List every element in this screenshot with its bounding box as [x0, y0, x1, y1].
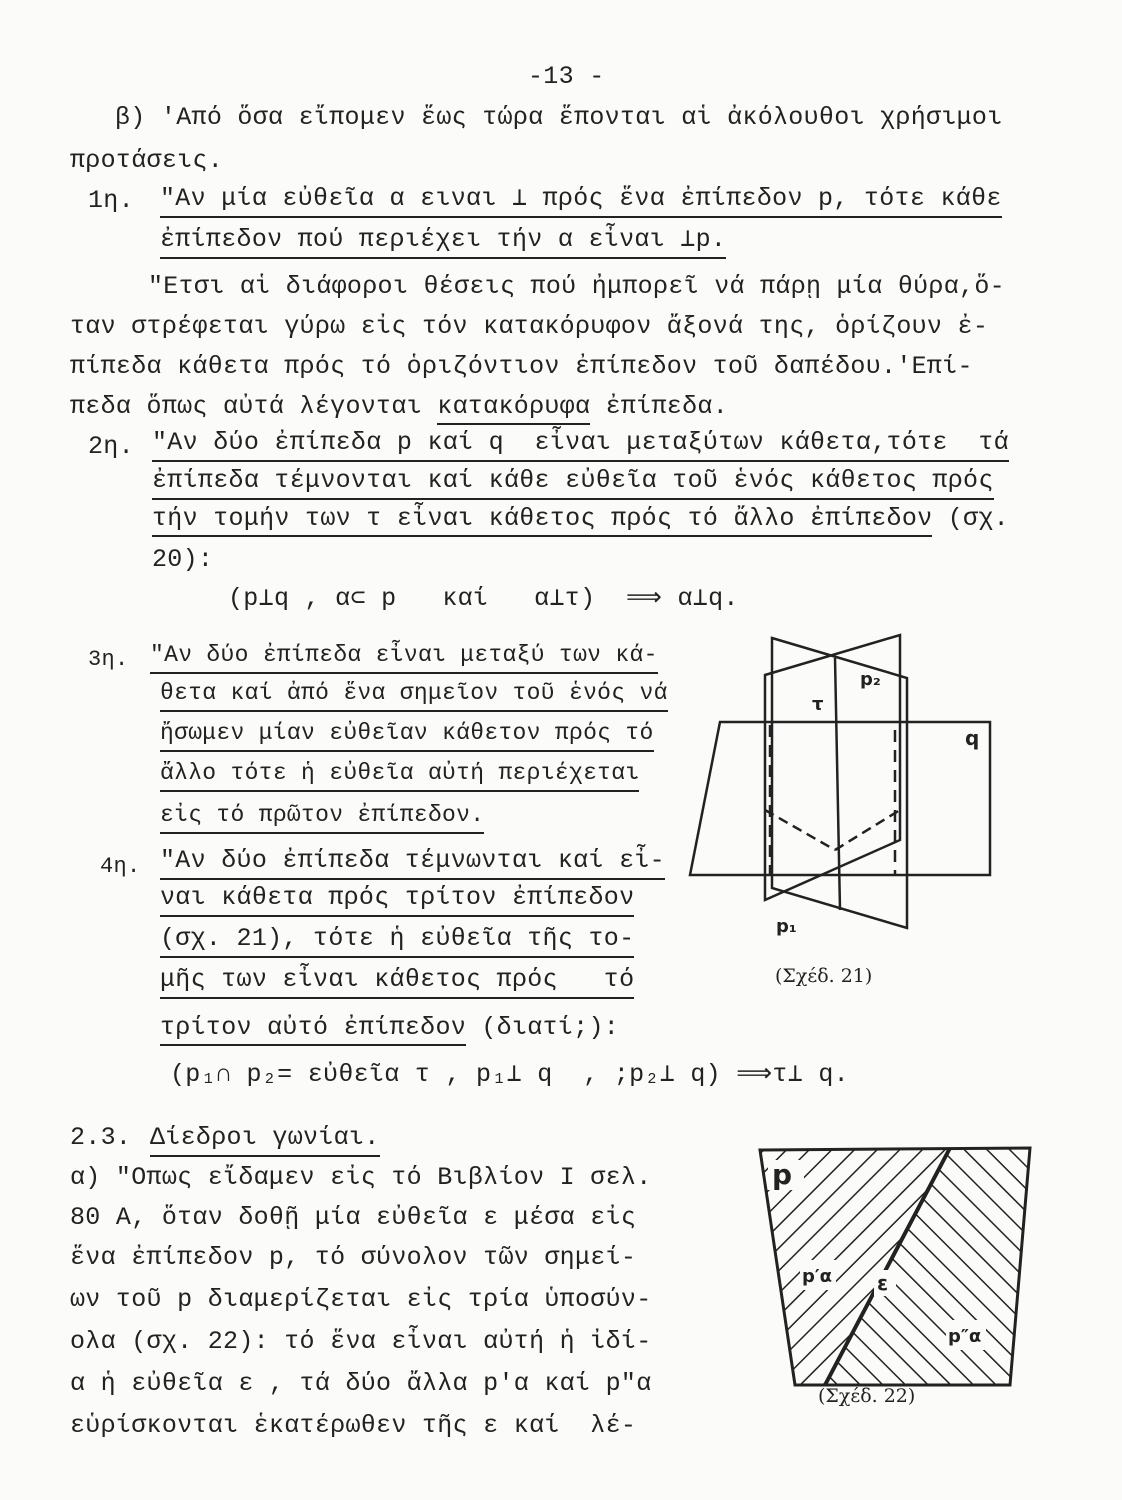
prop2-line: ἐπίπεδα τέμνονται καί κάθε εὐθεῖα τοῦ ἑνός κάθετος πρός	[152, 466, 994, 500]
section-line: ων τοῦ p διαμερίζεται εἰς τρία ὑποσύν-	[70, 1285, 652, 1314]
prop2-label: 2η.	[88, 432, 134, 461]
prop3-line: ἤσωμεν μίαν εὐθεῖαν κάθετον πρός τό	[160, 718, 654, 752]
prop1-line: "Αν μία εὐθεῖα α ειναι ⊥ πρός ἕνα ἐπίπεδον p, τότε κάθε	[160, 184, 1002, 218]
prop2-ref: (σχ.	[932, 504, 1009, 533]
prop2-line: τήν τομήν των τ εἶναι κάθετος πρός τό ἄλλο ἐπίπεδον	[152, 504, 932, 537]
figure-22-caption: (Σχέδ. 22)	[818, 1385, 916, 1407]
term-vertical-planes: κατακόρυφα	[437, 392, 590, 425]
prop4-formula: (p₁∩ p₂= εὐθεῖα τ , p₁⊥ q , ;p₂⊥ q) ⟹τ⊥ q.	[170, 1060, 849, 1089]
label-pa2: p″α	[948, 1326, 982, 1347]
para-b-line: προτάσεις.	[70, 146, 224, 175]
example-last-line	[70, 392, 728, 422]
example-text: ἐπίπεδα.	[590, 392, 729, 421]
prop3-line: εἰς τό πρῶτον ἐπίπεδον.	[160, 800, 484, 834]
prop4-line: "Αν δύο ἐπίπεδα τέμνωνται καί εἶ-	[160, 846, 665, 880]
prop3-line: θετα καί ἀπό ἕνα σημεῖον τοῦ ἑνός νά	[160, 678, 668, 712]
prop4-line: (σχ. 21), τότε ἡ εὐθεῖα τῆς το-	[160, 924, 634, 958]
prop2-line-3	[152, 504, 1009, 534]
prop4-line-5	[160, 1013, 619, 1043]
prop2-line: "Αν δύο ἐπίπεδα p καί q εἶναι μεταξύτων κάθετα,τότε τά	[152, 428, 1009, 462]
prop4-label: 4η.	[100, 854, 141, 879]
section-heading: Δίεδροι γωνίαι.	[150, 1123, 380, 1157]
figure-22-diagram	[750, 1140, 1040, 1395]
label-pa1: p′α	[802, 1266, 832, 1287]
prop4-line: τρίτον αὐτό ἐπίπεδον	[160, 1013, 466, 1046]
example-line: πίπεδα κάθετα πρός τό ὁριζόντιον ἐπίπεδον τοῦ δαπέδου.'Επί-	[70, 352, 973, 381]
prop2-formula: (p⊥q , α⊂ p καί α⊥τ) ⟹ α⊥q.	[228, 584, 739, 613]
page-number: -13 -	[528, 62, 605, 91]
section-line: α ἡ εὐθεῖα ε , τά δύο ἄλλα p′α καί p″α	[70, 1369, 652, 1398]
example-line: ταν στρέφεται γύρω εἰς τόν κατακόρυφον ἄξονά της, ὁρίζουν ἐ-	[70, 312, 989, 341]
figure-21-caption: (Σχέδ. 21)	[775, 965, 873, 987]
section-line: ολα (σχ. 22): τό ἕνα εἶναι αὐτή ἡ ἰδί-	[70, 1327, 652, 1356]
section-line: εὑρίσκονται ἑκατέρωθεν τῆς ε καί λέ-	[70, 1411, 637, 1440]
prop1-label: 1η.	[88, 186, 134, 215]
example-text: πεδα ὅπως αὐτά λέγονται	[70, 392, 438, 421]
line-tau	[835, 658, 840, 910]
label-p2: p₂	[860, 669, 881, 690]
label-q: q	[965, 726, 980, 750]
prop3-label: 3η.	[88, 647, 129, 672]
label-tau: τ	[812, 694, 824, 715]
section-line: α) "Οπως εἴδαμεν εἰς τό Βιβλίον Ι σελ.	[70, 1163, 652, 1192]
label-p: p	[772, 1158, 793, 1191]
figure-21-diagram	[680, 630, 1000, 960]
example-line: "Ετσι αἱ διάφοροι θέσεις πού ἠμπορεῖ νά πάρῃ μία θύρα,ὅ-	[148, 272, 1005, 301]
prop4-line: ναι κάθετα πρός τρίτον ἐπίπεδον	[160, 883, 634, 917]
prop2-ref-cont: 20):	[152, 545, 214, 574]
para-b-line: β) 'Από ὅσα εἴπομεν ἕως τώρα ἕπονται αἱ ἀκόλουθοι χρήσιμοι	[115, 103, 1003, 132]
prop4-line: μῆς των εἶναι κάθετος πρός τό	[160, 965, 634, 999]
prop1-line: ἐπίπεδον πού περιέχει τήν α εἶναι ⊥p.	[160, 225, 726, 259]
prop4-why: (διατί;):	[466, 1013, 620, 1042]
section-line: 80 Α, ὅταν δοθῇ μία εὐθεῖα ε μέσα εἰς	[70, 1203, 637, 1232]
section-line: ἕνα ἐπίπεδον p, τό σύνολον τῶν σημεί-	[70, 1243, 637, 1272]
prop3-line: ἄλλο τότε ἡ εὐθεῖα αὐτή περιέχεται	[160, 758, 639, 792]
label-epsilon: ε	[877, 1271, 889, 1295]
label-p1: p₁	[776, 916, 797, 937]
section-heading-number: 2.3.	[70, 1123, 132, 1152]
prop3-line: "Αν δύο ἐπίπεδα εἶναι μεταξύ των κά-	[150, 640, 658, 674]
